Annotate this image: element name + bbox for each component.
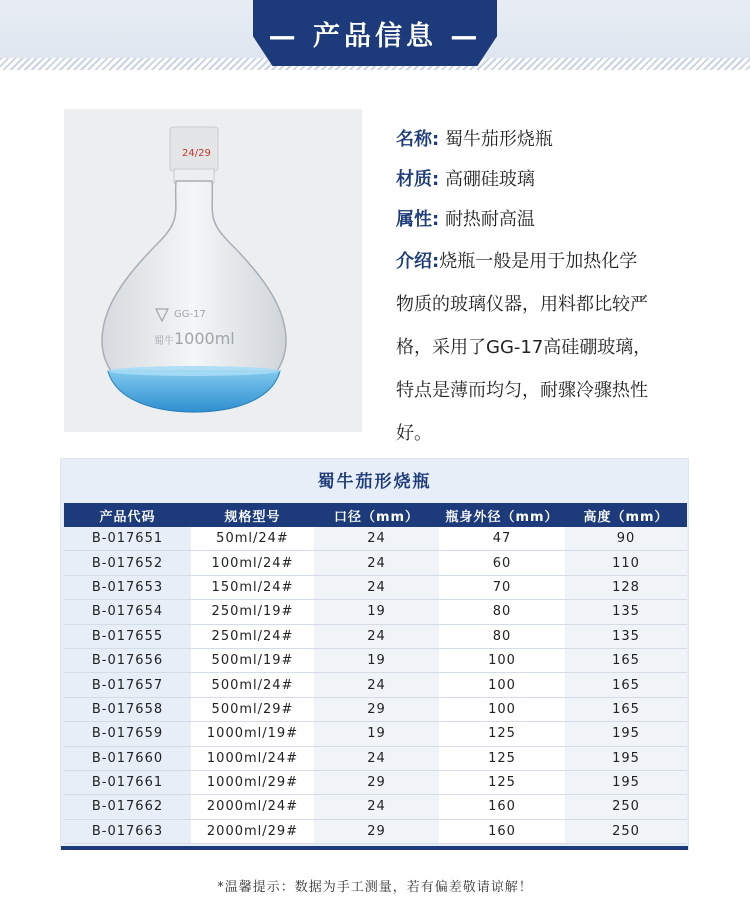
table-cell: 195 (565, 722, 687, 746)
table-cell: 128 (565, 576, 687, 600)
table-header-row (64, 503, 687, 527)
joint-label: 24/29 (182, 148, 211, 159)
table-header: 产品代码 (64, 503, 191, 527)
table-row (64, 551, 687, 575)
table-cell: 19 (314, 600, 439, 624)
table-cell: 2000ml/29# (191, 820, 314, 844)
table-cell: 70 (439, 576, 565, 600)
table-header: 瓶身外径（mm） (439, 503, 565, 527)
spec-key: 属性: (396, 209, 440, 230)
table-cell: 100 (439, 698, 565, 722)
table-cell: B-017662 (64, 795, 191, 819)
table-body (64, 527, 687, 844)
spec-value: 耐热耐高温 (444, 209, 535, 230)
table-cell: 500ml/29# (191, 698, 314, 722)
table-cell: 250 (565, 795, 687, 819)
product-photo (64, 109, 362, 432)
table-cell: 500ml/24# (191, 673, 314, 697)
table-cell: 125 (439, 771, 565, 795)
table-cell: 250ml/19# (191, 600, 314, 624)
brand-mark: GG-17 (174, 309, 206, 320)
intro-line: 格，采用了GG-17高硅硼玻璃， (396, 337, 652, 358)
table-cell: 29 (314, 771, 439, 795)
intro-line: 物质的玻璃仪器，用料都比较严 (396, 294, 648, 315)
table-cell: 24 (314, 795, 439, 819)
table-row (64, 722, 687, 746)
spec-list (396, 120, 716, 455)
table-row (64, 795, 687, 819)
table-cell: B-017656 (64, 649, 191, 673)
page-title: — 产品信息 — (268, 21, 482, 52)
table-cell: 150ml/24# (191, 576, 314, 600)
table-cell: 100 (439, 673, 565, 697)
table-cell: 24 (314, 747, 439, 771)
table-row (64, 649, 687, 673)
table-row (64, 771, 687, 795)
table-cell: 19 (314, 722, 439, 746)
table-cell: B-017653 (64, 576, 191, 600)
table-cell: 195 (565, 771, 687, 795)
header-banner (0, 0, 750, 70)
table-title: 蜀牛茄形烧瓶 (317, 472, 432, 492)
table-row (64, 747, 687, 771)
table-cell: B-017651 (64, 527, 191, 551)
table-header: 高度（mm） (565, 503, 687, 527)
table-cell: B-017655 (64, 625, 191, 649)
spec-intro (396, 240, 716, 455)
table-cell: 125 (439, 722, 565, 746)
table-bottom-rule (61, 846, 688, 850)
table-cell: B-017652 (64, 551, 191, 575)
flask-liquid (108, 371, 280, 412)
table-cell: 100 (439, 649, 565, 673)
table-cell: 1000ml/19# (191, 722, 314, 746)
table-row (64, 625, 687, 649)
spec-row-property (396, 200, 716, 240)
spec-row-material (396, 160, 716, 200)
table-cell: 29 (314, 820, 439, 844)
table-cell: 50ml/24# (191, 527, 314, 551)
table-cell: B-017663 (64, 820, 191, 844)
table-cell: 125 (439, 747, 565, 771)
table-row (64, 600, 687, 624)
table-header: 规格型号 (191, 503, 314, 527)
table-row (64, 576, 687, 600)
flask-illustration (64, 109, 362, 432)
intro-line: 好。 (396, 423, 432, 444)
spec-value: 蜀牛茄形烧瓶 (444, 129, 553, 150)
table-row (64, 820, 687, 844)
table-cell: 135 (565, 600, 687, 624)
table-cell: 2000ml/24# (191, 795, 314, 819)
table-row (64, 673, 687, 697)
table-cell: 19 (314, 649, 439, 673)
table-cell: 135 (565, 625, 687, 649)
table-cell: 1000ml/24# (191, 747, 314, 771)
spec-table (64, 503, 687, 844)
brand-name: 蜀牛 (154, 336, 174, 347)
table-cell: 24 (314, 673, 439, 697)
table-cell: 250 (565, 820, 687, 844)
table-cell: 24 (314, 527, 439, 551)
table-cell: 90 (565, 527, 687, 551)
table-cell: 250ml/24# (191, 625, 314, 649)
table-cell: B-017659 (64, 722, 191, 746)
table-cell: B-017654 (64, 600, 191, 624)
spec-row-name (396, 120, 716, 160)
table-cell: B-017661 (64, 771, 191, 795)
table-cell: 24 (314, 625, 439, 649)
table-cell: 165 (565, 673, 687, 697)
table-cell: 60 (439, 551, 565, 575)
footnote: *温馨提示：数据为手工测量，若有偏差敬请谅解！ (217, 880, 533, 895)
intro-line: 烧瓶一般是用于加热化学 (439, 251, 638, 272)
spec-key: 名称: (396, 129, 440, 150)
capacity-label: 1000ml (174, 329, 235, 348)
table-cell: 24 (314, 551, 439, 575)
spec-value: 高硼硅玻璃 (444, 169, 535, 190)
table-cell: 47 (439, 527, 565, 551)
table-cell: B-017657 (64, 673, 191, 697)
table-row (64, 698, 687, 722)
table-cell: 100ml/24# (191, 551, 314, 575)
table-cell: 160 (439, 795, 565, 819)
table-cell: 500ml/19# (191, 649, 314, 673)
spec-key: 介绍: (396, 251, 440, 272)
table-cell: 165 (565, 649, 687, 673)
table-cell: B-017660 (64, 747, 191, 771)
table-cell: 195 (565, 747, 687, 771)
intro-line: 特点是薄而均匀，耐骤冷骤热性 (396, 380, 648, 401)
table-cell: B-017658 (64, 698, 191, 722)
table-cell: 165 (565, 698, 687, 722)
table-cell: 80 (439, 600, 565, 624)
table-cell: 160 (439, 820, 565, 844)
table-cell: 29 (314, 698, 439, 722)
table-cell: 80 (439, 625, 565, 649)
table-row (64, 527, 687, 551)
spec-key: 材质: (396, 169, 440, 190)
table-cell: 1000ml/29# (191, 771, 314, 795)
table-cell: 24 (314, 576, 439, 600)
table-cell: 110 (565, 551, 687, 575)
table-header: 口径（mm） (314, 503, 439, 527)
